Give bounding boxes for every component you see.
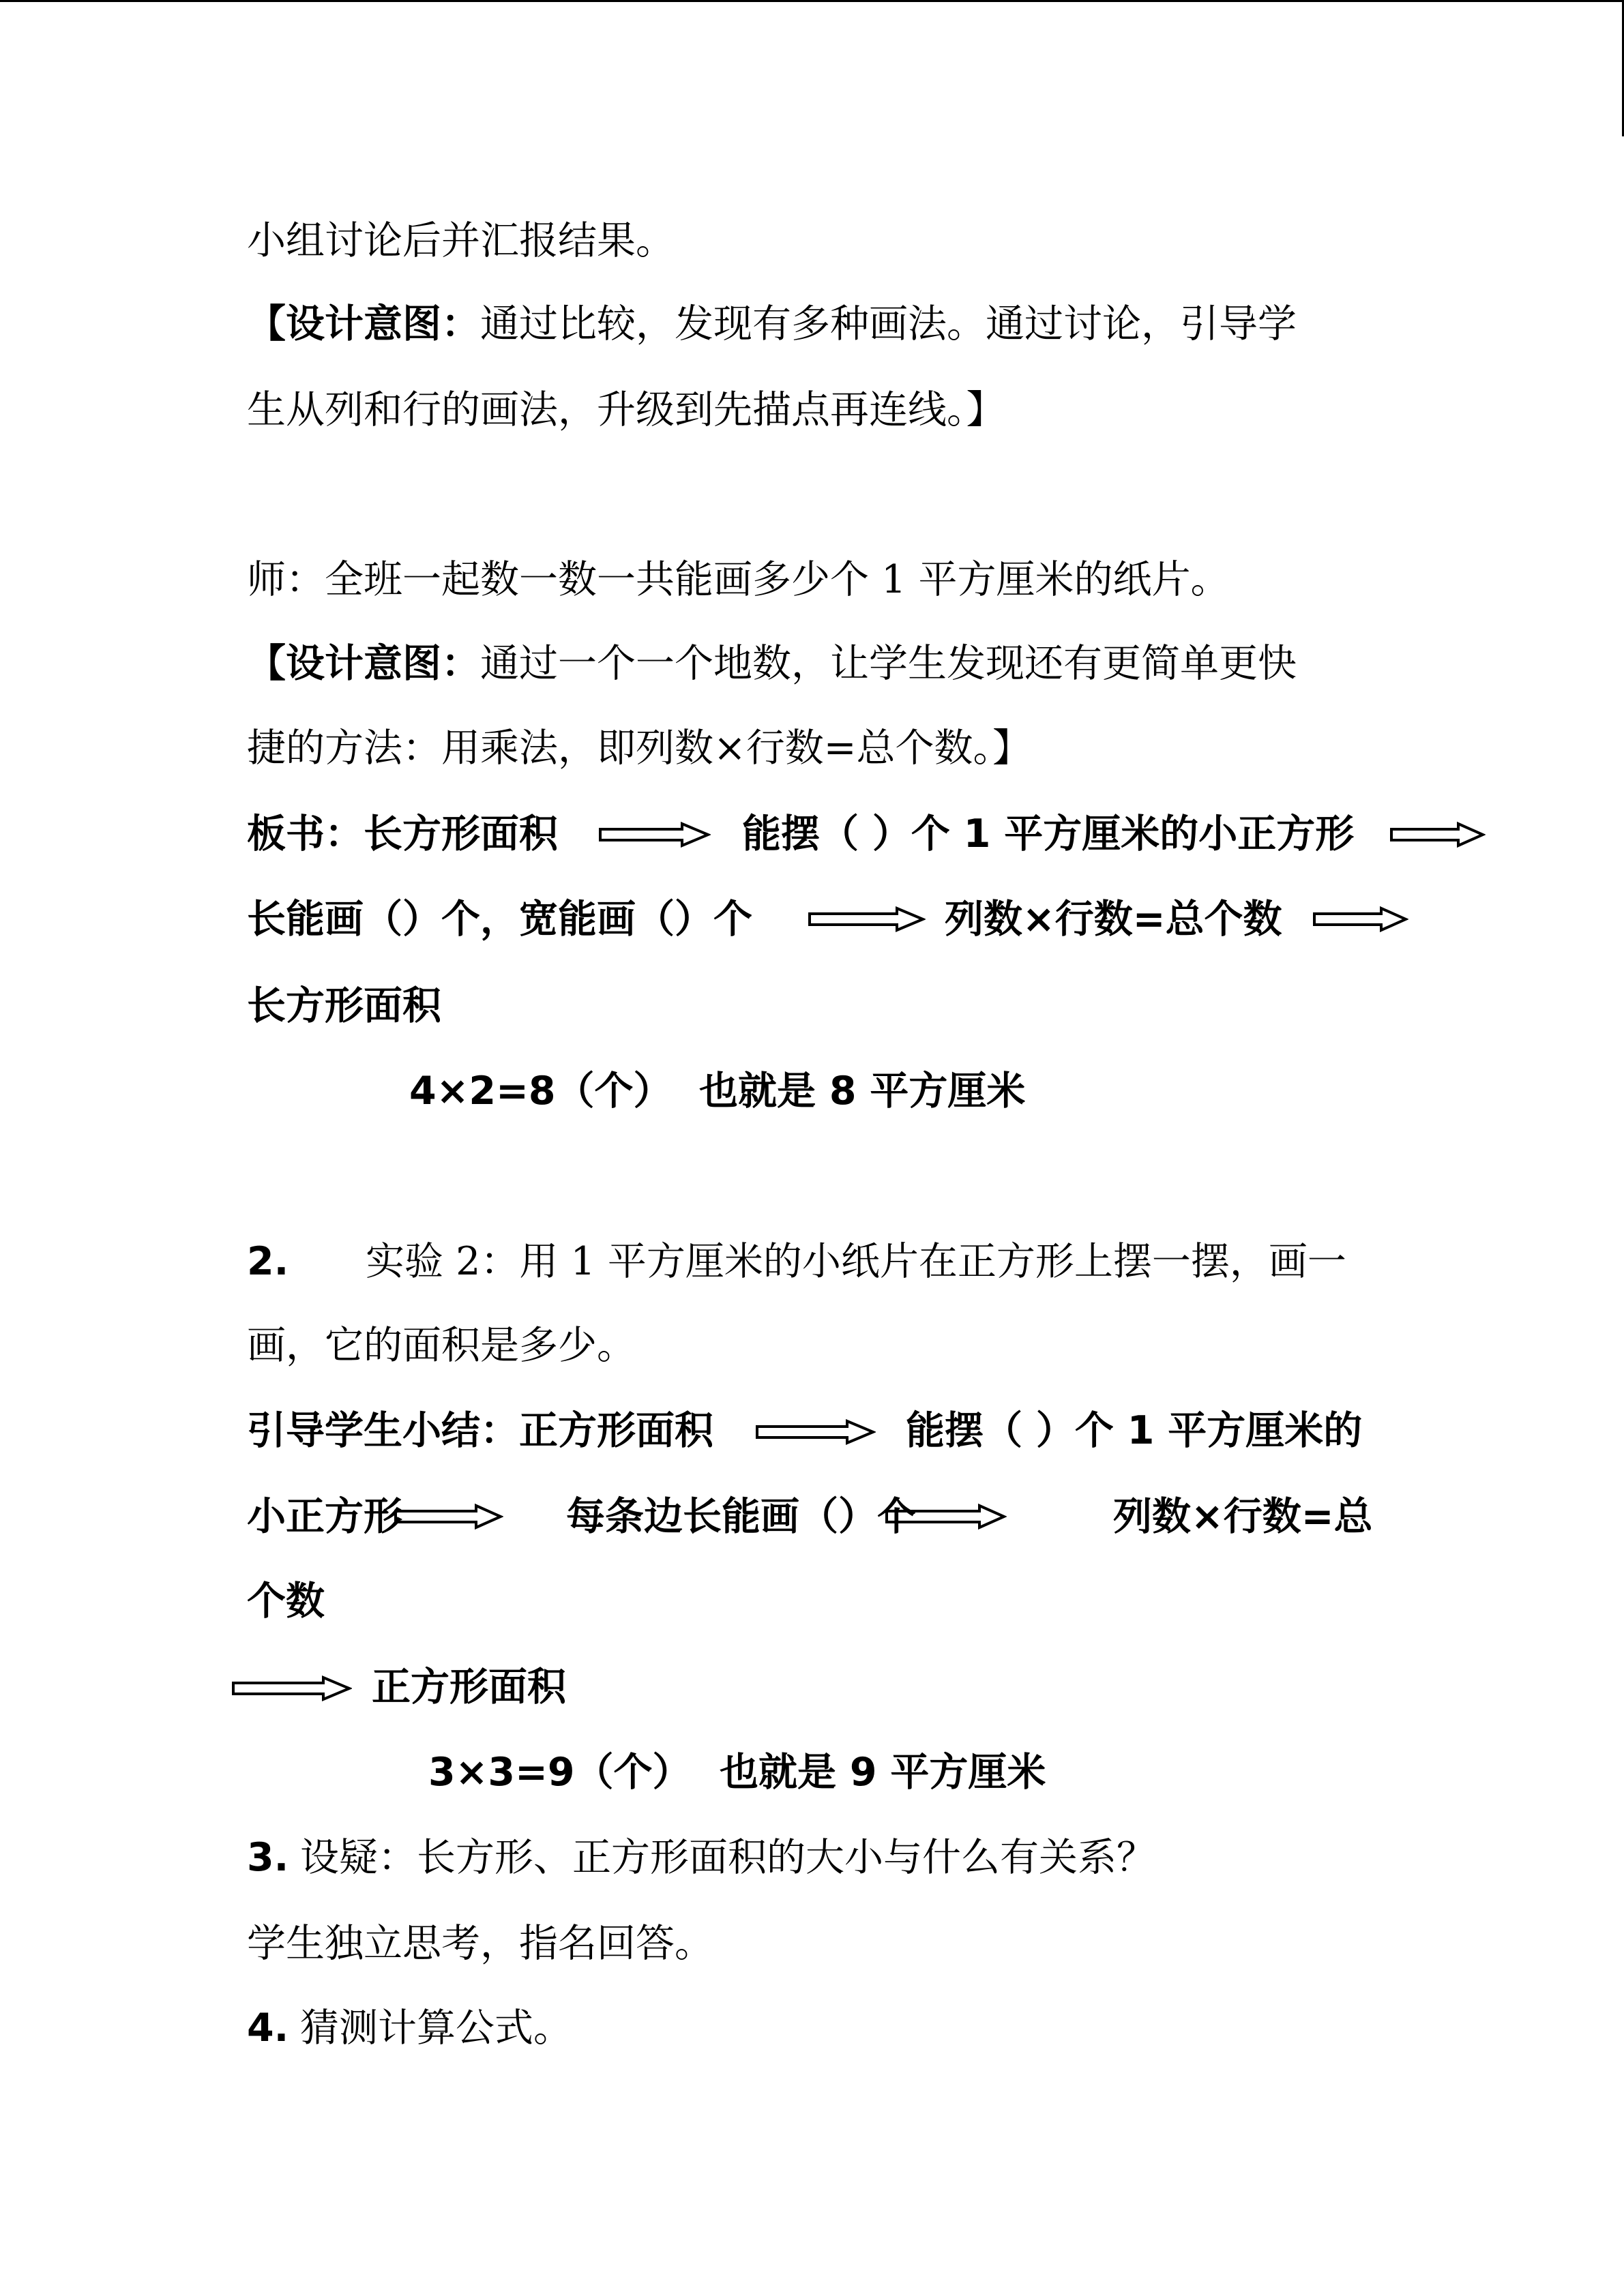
board-result: 长方形面积 [247, 983, 441, 1028]
board-label: 板书：长方形面积 [247, 811, 558, 856]
list-number: 4. [247, 2006, 289, 2051]
summary-text: 个数 [247, 1579, 325, 1624]
design-intent-label: 【设计意图： [247, 301, 480, 346]
hollow-right-arrow-icon [599, 821, 711, 848]
summary-text: 能摆（ ）个 1 平方厘米的 [906, 1408, 1363, 1453]
design-intent-line [247, 301, 1297, 346]
hollow-right-arrow-icon [1390, 821, 1486, 848]
list-number: 3. [247, 1835, 289, 1880]
calculation: 3×3=9（个） [428, 1750, 692, 1795]
hollow-right-arrow-icon [394, 1503, 503, 1530]
board-text: 能摆（ ）个 1 平方厘米的小正方形 [742, 811, 1355, 856]
hollow-right-arrow-icon [232, 1675, 352, 1702]
design-intent-label: 【设计意图： [247, 641, 480, 686]
paragraph-line: 设疑：长方形、正方形面积的大小与什么有关系？ [300, 1835, 1155, 1880]
summary-text: 小正方形 [247, 1494, 402, 1539]
paragraph-line: 猜测计算公式。 [300, 2006, 572, 2051]
summary-text: 每条边长能画（）个 [566, 1494, 916, 1539]
calculation-note: 也就是 8 平方厘米 [699, 1069, 1026, 1114]
board-formula: 列数×行数=总个数 [945, 897, 1282, 942]
summary-label: 引导学生小结：正方形面积 [247, 1408, 713, 1453]
hollow-right-arrow-icon [885, 1503, 1007, 1530]
summary-result: 正方形面积 [372, 1665, 566, 1710]
page-top-border [0, 0, 1624, 2]
board-text: 长能画（）个，宽能画（）个 [247, 897, 752, 942]
design-intent-text: 通过比较，发现有多种画法。通过讨论，引导学 [480, 301, 1297, 346]
paragraph-line: 小组讨论后并汇报结果。 [247, 218, 675, 263]
paragraph-line: 生从列和行的画法，升级到先描点再连线。】 [247, 387, 1005, 432]
design-intent-text: 通过一个一个地数，让学生发现还有更简单更快 [480, 641, 1297, 686]
summary-formula: 列数×行数=总 [1113, 1494, 1373, 1539]
hollow-right-arrow-icon [808, 906, 926, 933]
hollow-right-arrow-icon [756, 1418, 876, 1446]
paragraph-line: 画，它的面积是多少。 [247, 1323, 636, 1368]
paragraph-line: 捷的方法：用乘法，即列数×行数=总个数。】 [247, 726, 1032, 771]
calculation-note: 也就是 9 平方厘米 [720, 1750, 1046, 1795]
paragraph-line: 实验 2：用 1 平方厘米的小纸片在正方形上摆一摆，画一 [366, 1239, 1346, 1284]
paragraph-line: 学生独立思考，指名回答。 [247, 1921, 713, 1966]
calculation: 4×2=8（个） [409, 1069, 673, 1114]
paragraph-line: 师：全班一起数一数一共能画多少个 1 平方厘米的纸片。 [247, 557, 1230, 602]
design-intent-line [247, 641, 1297, 686]
hollow-right-arrow-icon [1313, 906, 1408, 933]
list-number: 2. [247, 1239, 289, 1284]
